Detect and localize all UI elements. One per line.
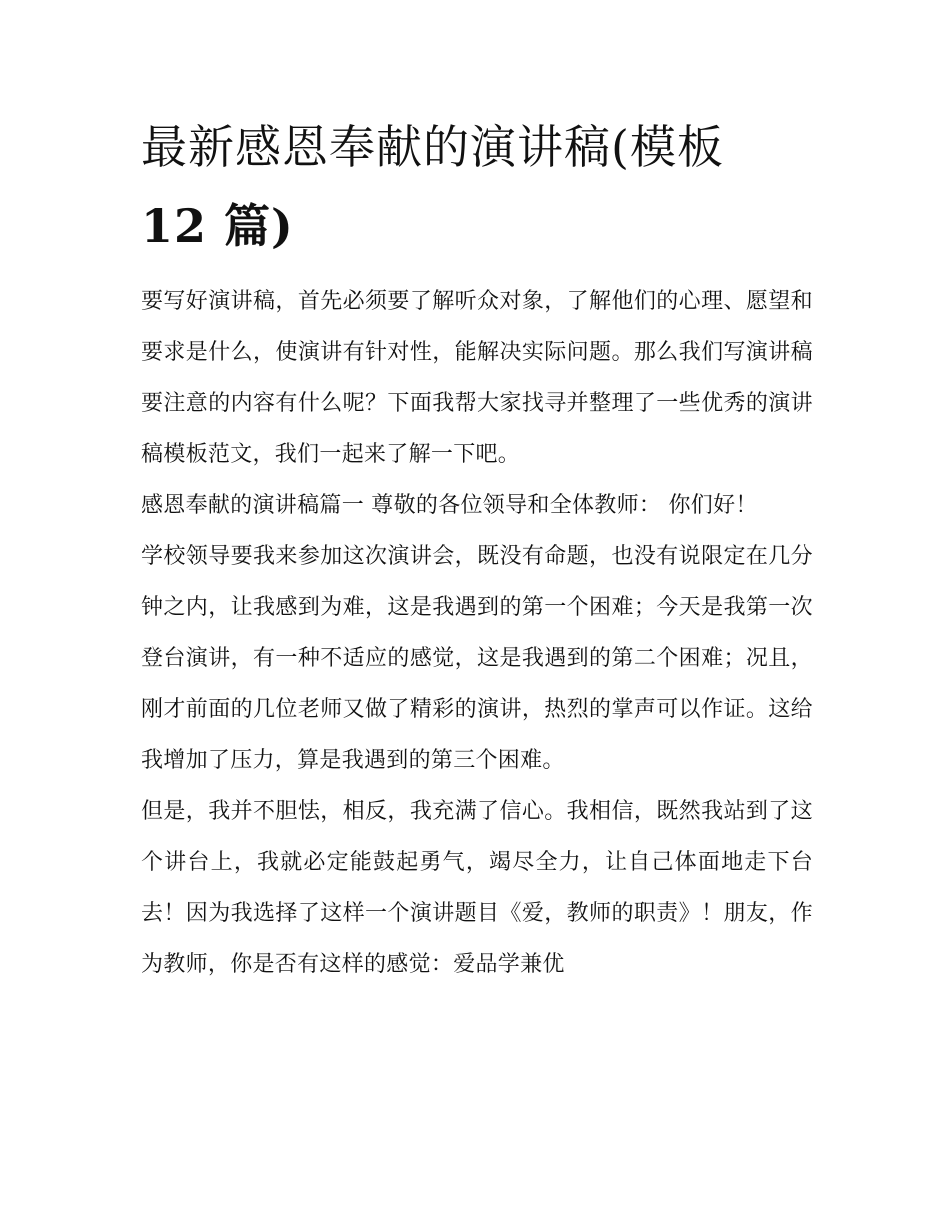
document-title-line1: 最新感恩奉献的演讲稿(模板 (141, 120, 724, 174)
paragraph-greeting: 感恩奉献的演讲稿篇一 尊敬的各位领导和全体教师： 你们好！ (141, 493, 758, 518)
document-title (141, 108, 781, 266)
document-content (141, 108, 813, 990)
document-title-line2: 12 篇) (141, 199, 294, 253)
paragraph-intro: 要写好演讲稿，首先必须要了解听众对象，了解他们的心理、愿望和要求是什么，使演讲有针对性，能解决实际问题。那么我们写演讲稿要注意的内容有什么呢？下面我帮大家找寻并整理了一些优秀的演讲稿模板范文，我们一起来了解一下吧。 (141, 289, 813, 467)
paragraph-confidence: 但是，我并不胆怯，相反，我充满了信心。我相信，既然我站到了这个讲台上，我就必定能鼓起勇气，竭尽全力，让自己体面地走下台去！因为我选择了这样一个演讲题目《爱，教师的职责》！朋友，作为教师，你是否有这样的感觉：爱品学兼优 (141, 799, 813, 977)
paragraph-difficulties: 学校领导要我来参加这次演讲会，既没有命题，也没有说限定在几分钟之内，让我感到为难，这是我遇到的第一个困难；今天是我第一次登台演讲，有一种不适应的感觉，这是我遇到的第二个困难；况且，刚才前面的几位老师又做了精彩的演讲，热烈的掌声可以作证。这给我增加了压力，算是我遇到的第三个困难。 (141, 544, 813, 773)
